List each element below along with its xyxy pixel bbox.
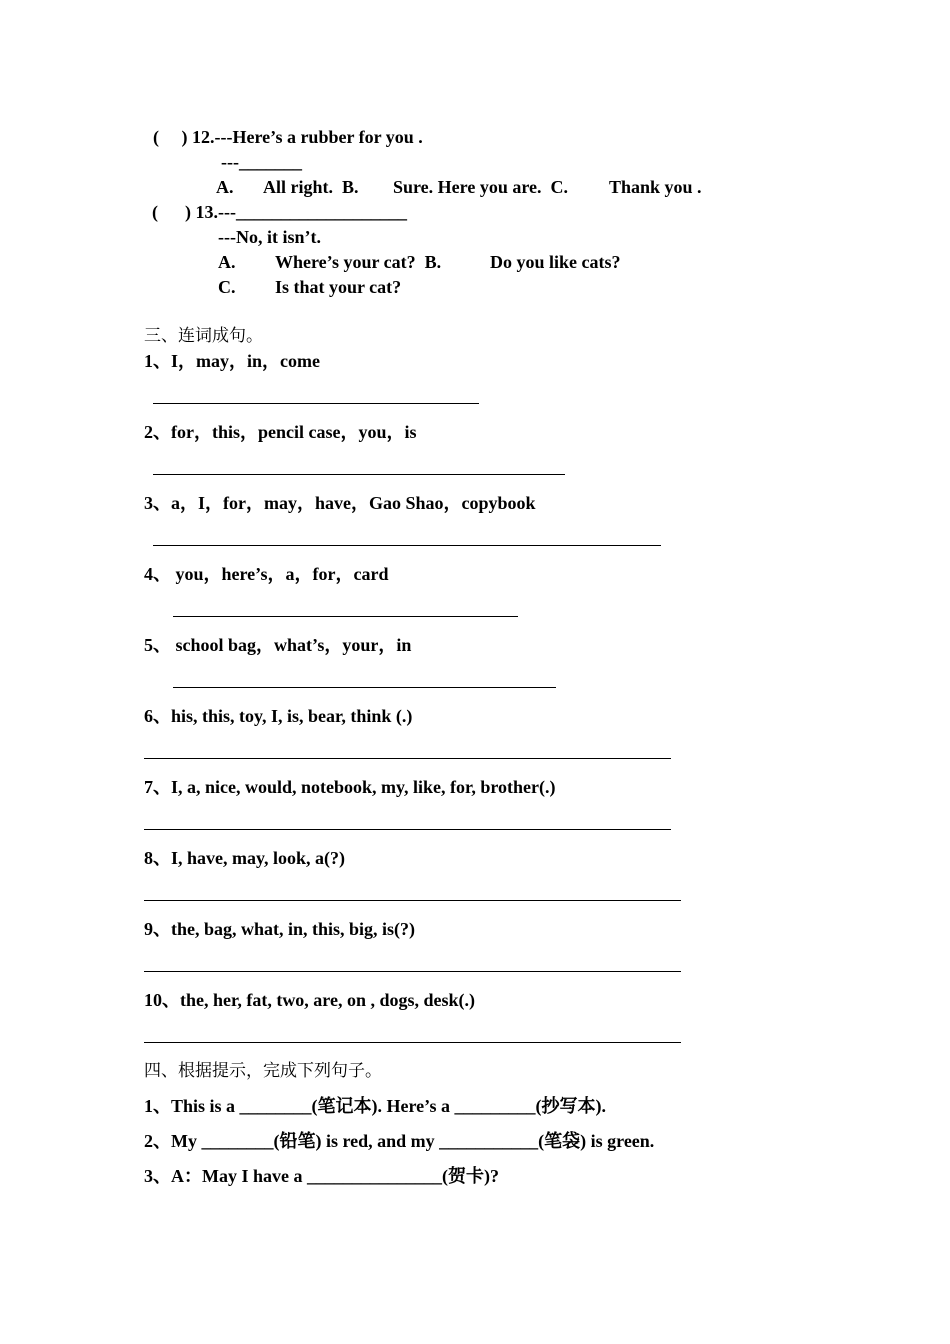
section-4-item-1: 1、This is a ________(笔记本). Here’s a _________(抄写本). xyxy=(144,1096,606,1116)
answer-line-3[interactable] xyxy=(153,545,661,546)
question-12-option-a-letter: A. xyxy=(216,177,234,197)
question-13-option-c: Is that your cat? xyxy=(275,277,402,297)
answer-line-5[interactable] xyxy=(173,687,556,688)
section-3-item-7: 7、I, a, nice, would, notebook, my, like, for, brother(.) xyxy=(144,777,556,797)
section-3-item-10: 10、the, her, fat, two, are, on , dogs, desk(.) xyxy=(144,990,475,1010)
section-3-item-9: 9、the, bag, what, in, this, big, is(?) xyxy=(144,919,416,939)
answer-line-10[interactable] xyxy=(144,1042,681,1043)
question-12-reply: ---_______ xyxy=(221,152,302,172)
section-3-heading: 三、连词成句。 xyxy=(144,326,263,346)
section-4-item-2: 2、My ________(铅笔) is red, and my ___________(笔袋) is green. xyxy=(144,1131,655,1151)
section-3-item-2: 2、for，this，pencil case，you，is xyxy=(144,422,417,442)
section-4-item-3: 3、A：May I have a _______________(贺卡)? xyxy=(144,1166,499,1186)
answer-line-1[interactable] xyxy=(153,403,479,404)
section-3-item-3: 3、a，I，for，may，have，Gao Shao，copybook xyxy=(144,493,536,513)
answer-line-8[interactable] xyxy=(144,900,681,901)
question-12-option-b: Sure. Here you are. C. xyxy=(393,177,568,197)
answer-line-6[interactable] xyxy=(144,758,671,759)
answer-line-4[interactable] xyxy=(173,616,518,617)
answer-line-2[interactable] xyxy=(153,474,565,475)
question-12-stem: ( ) 12.---Here’s a rubber for you . xyxy=(153,127,423,147)
section-3-item-6: 6、his, this, toy, I, is, bear, think (.) xyxy=(144,706,413,726)
question-13-option-a: Where’s your cat? B. xyxy=(275,252,442,272)
section-3-item-5: 5、 school bag，what’s，your，in xyxy=(144,635,412,655)
answer-line-7[interactable] xyxy=(144,829,671,830)
section-3-item-1: 1、I，may，in，come xyxy=(144,351,320,371)
section-3-item-4: 4、 you，here’s，a，for，card xyxy=(144,564,389,584)
question-13-stem: ( ) 13.---___________________ xyxy=(152,202,407,222)
question-13-option-b: Do you like cats? xyxy=(490,252,621,272)
question-13-reply: ---No, it isn’t. xyxy=(218,227,321,247)
question-12-option-c: Thank you . xyxy=(609,177,702,197)
answer-line-9[interactable] xyxy=(144,971,681,972)
question-13-option-c-letter: C. xyxy=(218,277,236,297)
question-13-option-a-letter: A. xyxy=(218,252,236,272)
section-4-heading: 四、根据提示，完成下列句子。 xyxy=(144,1061,382,1081)
section-3-item-8: 8、I, have, may, look, a(?) xyxy=(144,848,346,868)
question-12-option-a: All right. B. xyxy=(263,177,359,197)
